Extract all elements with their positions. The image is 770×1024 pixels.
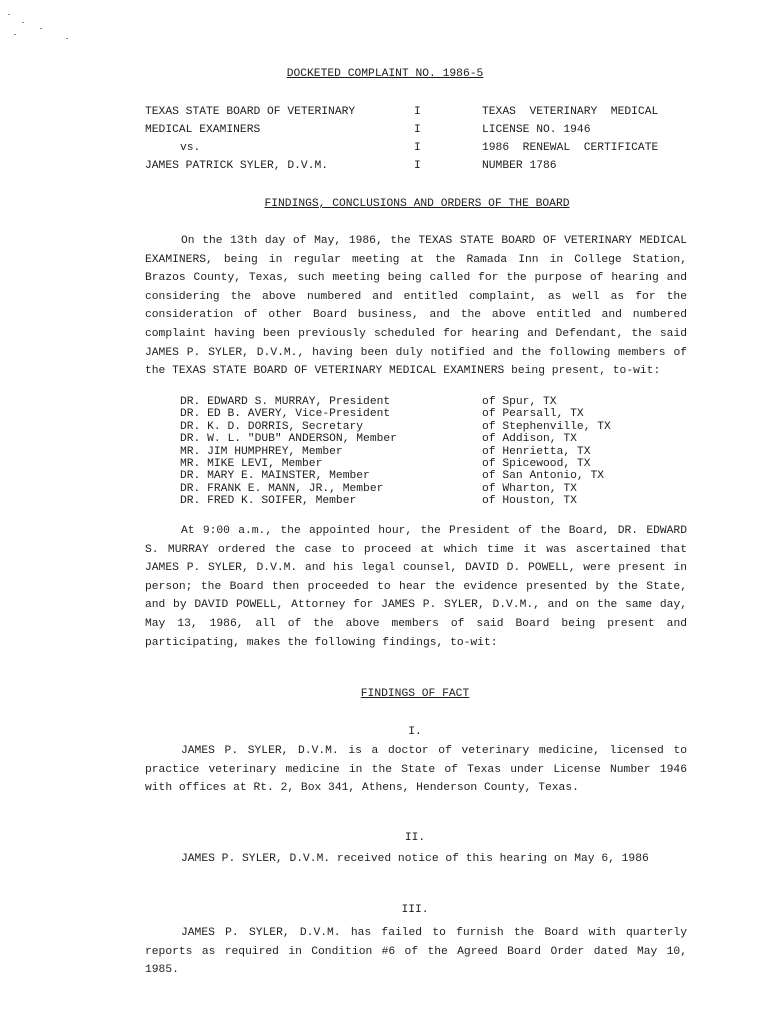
caption-left-line: TEXAS STATE BOARD OF VETERINARY xyxy=(145,106,356,118)
caption-right-line: LICENSE NO. 1946 xyxy=(482,124,591,136)
board-members-list xyxy=(180,396,680,508)
member-row xyxy=(180,421,680,433)
caption-right-line: TEXAS VETERINARY MEDICAL xyxy=(482,106,659,118)
proceedings-text: At 9:00 a.m., the appointed hour, the President of the Board, DR. EDWARD S. MURRAY ordered the case to proceed at which time it was ascertained that JAMES P. SYLER, D.V.M. and his legal counsel, DAVID D. POWELL, were present in person; the Board then proceeded to hear the evidence presented by the State, and by DAVID POWELL, Attorney for JAMES P. SYLER, D.V.M., and on the same day, May 13, 1986, all of the above members of said Board being present and participating, makes the following findings, to-wit: xyxy=(145,525,687,649)
member-place: of Spicewood, TX xyxy=(482,458,591,471)
caption-right-line: 1986 RENEWAL CERTIFICATE xyxy=(482,142,659,154)
member-row xyxy=(180,470,680,482)
caption-separator: I xyxy=(414,142,421,154)
member-name: MR. JIM HUMPHREY, Member xyxy=(180,445,343,458)
finding-paragraph xyxy=(145,850,687,869)
intro-paragraph xyxy=(145,232,687,381)
caption-right-line: NUMBER 1786 xyxy=(482,160,557,172)
finding-text: JAMES P. SYLER, D.V.M. has failed to furnish the Board with quarterly reports as required in Condition #6 of the Agreed Board Order dated May 10, 1985. xyxy=(145,927,687,977)
member-place: of San Antonio, TX xyxy=(482,470,605,483)
caption-separator: I xyxy=(414,160,421,172)
member-name: DR. FRANK E. MANN, JR., Member xyxy=(180,482,384,495)
member-place: of Addison, TX xyxy=(482,433,577,446)
member-name: MR. MIKE LEVI, Member xyxy=(180,458,323,471)
findings-conclusions-heading: FINDINGS, CONCLUSIONS AND ORDERS OF THE BOARD xyxy=(264,198,570,210)
member-name: DR. W. L. "DUB" ANDERSON, Member xyxy=(180,433,397,446)
finding-text: JAMES P. SYLER, D.V.M. received notice of this hearing on May 6, 1986 xyxy=(181,853,649,865)
member-place: of Pearsall, TX xyxy=(482,408,584,421)
docket-title: DOCKETED COMPLAINT NO. 1986-5 xyxy=(286,68,484,80)
member-name: DR. FRED K. SOIFER, Member xyxy=(180,495,357,508)
member-place: of Stephenville, TX xyxy=(482,420,611,433)
caption-separator: I xyxy=(414,124,421,136)
proceedings-paragraph xyxy=(145,522,687,652)
caption-separator: I xyxy=(414,106,421,118)
section-number: III. xyxy=(401,904,429,916)
member-name: DR. ED B. AVERY, Vice-President xyxy=(180,408,391,421)
member-row xyxy=(180,446,680,458)
member-row xyxy=(180,483,680,495)
finding-text: JAMES P. SYLER, D.V.M. is a doctor of veterinary medicine, licensed to practice veterinary medicine in the State of Texas under License Number 1946 with offices at Rt. 2, Box 341, Athens, Henderson County, Texas. xyxy=(145,745,687,795)
member-row xyxy=(180,458,680,470)
member-place: of Wharton, TX xyxy=(482,482,577,495)
member-row xyxy=(180,408,680,420)
member-place: of Henrietta, TX xyxy=(482,445,591,458)
member-name: DR. EDWARD S. MURRAY, President xyxy=(180,396,391,408)
member-row xyxy=(180,495,680,507)
member-name: DR. K. D. DORRIS, Secretary xyxy=(180,420,364,433)
finding-paragraph xyxy=(145,924,687,980)
findings-of-fact-heading: FINDINGS OF FACT xyxy=(360,688,470,700)
intro-text: On the 13th day of May, 1986, the TEXAS STATE BOARD OF VETERINARY MEDICAL EXAMINERS, being in regular meeting at the Ramada Inn in College Station, Brazos County, Texas, such meeting being called for the purpose of hearing and considering the above numbered and entitled complaint, as well as for the consideration of other Board business, and the above entitled and numbered complaint having been previously scheduled for hearing and Defendant, the said JAMES P. SYLER, D.V.M., having been duly notified and the following members of the TEXAS STATE BOARD OF VETERINARY MEDICAL EXAMINERS being present, to-wit: xyxy=(145,235,687,378)
member-place: of Spur, TX xyxy=(482,396,557,408)
section-number: II. xyxy=(404,832,426,844)
member-row xyxy=(180,396,680,408)
scan-speck xyxy=(8,14,10,15)
finding-paragraph xyxy=(145,742,687,798)
section-number: I. xyxy=(408,726,422,738)
scan-speck xyxy=(14,34,16,35)
member-place: of Houston, TX xyxy=(482,495,577,508)
caption-left-line: JAMES PATRICK SYLER, D.V.M. xyxy=(145,160,329,172)
scan-speck xyxy=(22,22,24,23)
caption-left-line: MEDICAL EXAMINERS xyxy=(145,124,261,136)
member-row xyxy=(180,433,680,445)
member-name: DR. MARY E. MAINSTER, Member xyxy=(180,470,370,483)
caption-left-line: vs. xyxy=(180,142,201,154)
scan-speck xyxy=(66,38,68,39)
scan-speck xyxy=(40,28,42,29)
